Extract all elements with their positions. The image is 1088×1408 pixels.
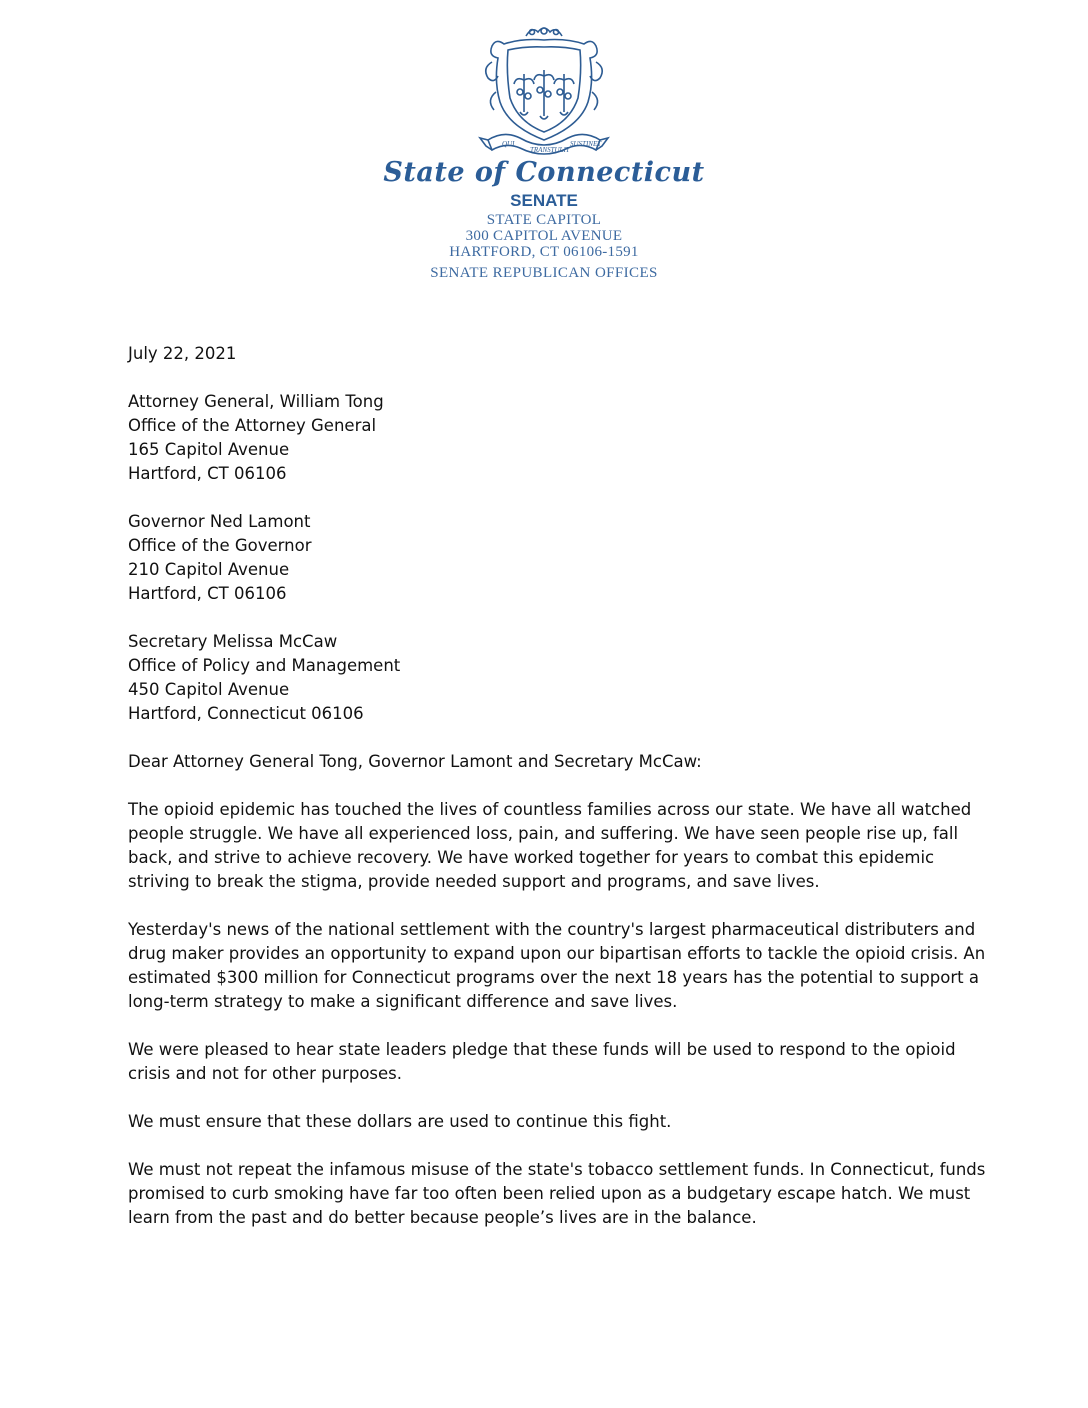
letterhead — [0, 22, 1088, 282]
recipient-line: Governor Ned Lamont — [128, 512, 311, 531]
paragraph-line: learn from the past and do better because people’s lives are in the balance. — [128, 1208, 757, 1227]
paragraph-line: promised to curb smoking have far too often been relied upon as a budgetary escape hatch. We must — [128, 1184, 971, 1203]
recipient-line: Hartford, CT 06106 — [128, 464, 287, 483]
state-title: State of Connecticut — [383, 157, 705, 188]
address-line-2: 300 CAPITOL AVENUE — [465, 228, 623, 244]
recipient-line: Attorney General, William Tong — [128, 392, 384, 411]
recipient-line: 450 Capitol Avenue — [128, 680, 290, 699]
paragraph-line: striving to break the stigma, provide needed support and programs, and save lives. — [128, 872, 820, 891]
paragraph-line: people struggle. We have all experienced loss, pain, and suffering. We have seen people rise up, fall — [128, 824, 959, 843]
recipient-block — [128, 390, 968, 486]
seal-motto-qui: QUI — [502, 140, 515, 148]
recipient-line: 165 Capitol Avenue — [128, 440, 290, 459]
paragraph-line: crisis and not for other purposes. — [128, 1064, 403, 1083]
paragraph-line: Yesterday's news of the national settlement with the country's largest pharmaceutical distributers and — [128, 920, 976, 939]
body-paragraph — [128, 798, 972, 894]
chamber-name: SENATE — [510, 191, 578, 210]
paragraph-line: We must ensure that these dollars are used to continue this fight. — [128, 1112, 672, 1131]
salutation: Dear Attorney General Tong, Governor Lamont and Secretary McCaw: — [128, 752, 702, 771]
body-paragraph — [128, 918, 986, 1014]
paragraph-line: drug maker provides an opportunity to expand upon our bipartisan efforts to tackle the opioid crisis. An — [128, 944, 986, 963]
recipient-line: Office of the Attorney General — [128, 416, 377, 435]
body-paragraph — [128, 1158, 986, 1230]
state-seal-logo — [474, 22, 614, 158]
recipient-line: Office of Policy and Management — [128, 656, 401, 675]
body-paragraph — [128, 1038, 968, 1086]
paragraph-line: The opioid epidemic has touched the lives of countless families across our state. We have all watched — [128, 800, 972, 819]
paragraph-line: estimated $300 million for Connecticut programs over the next 18 years has the potential to support a — [128, 968, 979, 987]
paragraph-line: back, and strive to achieve recovery. We have worked together for years to combat this epidemic — [128, 848, 935, 867]
address-line-3: HARTFORD, CT 06106-1591 — [449, 244, 639, 260]
seal-motto-transtulit: TRANSTULIT — [530, 146, 570, 154]
seal-motto-sustinet: SUSTINET — [570, 140, 602, 148]
recipient-line: 210 Capitol Avenue — [128, 560, 290, 579]
recipient-line: Secretary Melissa McCaw — [128, 632, 338, 651]
recipient-line: Office of the Governor — [128, 536, 312, 555]
offices-name: SENATE REPUBLICAN OFFICES — [430, 265, 658, 281]
paragraph-line: long-term strategy to make a significant difference and save lives. — [128, 992, 678, 1011]
letter-body — [128, 342, 986, 1230]
recipient-block — [128, 510, 968, 606]
paragraph-line: We must not repeat the infamous misuse of the state's tobacco settlement funds. In Connecticut, funds — [128, 1160, 986, 1179]
letter-date: July 22, 2021 — [128, 344, 237, 363]
address-line-1: STATE CAPITOL — [486, 212, 602, 228]
recipient-line: Hartford, CT 06106 — [128, 584, 287, 603]
recipient-line: Hartford, Connecticut 06106 — [128, 704, 364, 723]
body-paragraph — [128, 1110, 968, 1134]
recipient-block — [128, 630, 968, 726]
paragraph-line: We were pleased to hear state leaders pledge that these funds will be used to respond to the opioid — [128, 1040, 956, 1059]
